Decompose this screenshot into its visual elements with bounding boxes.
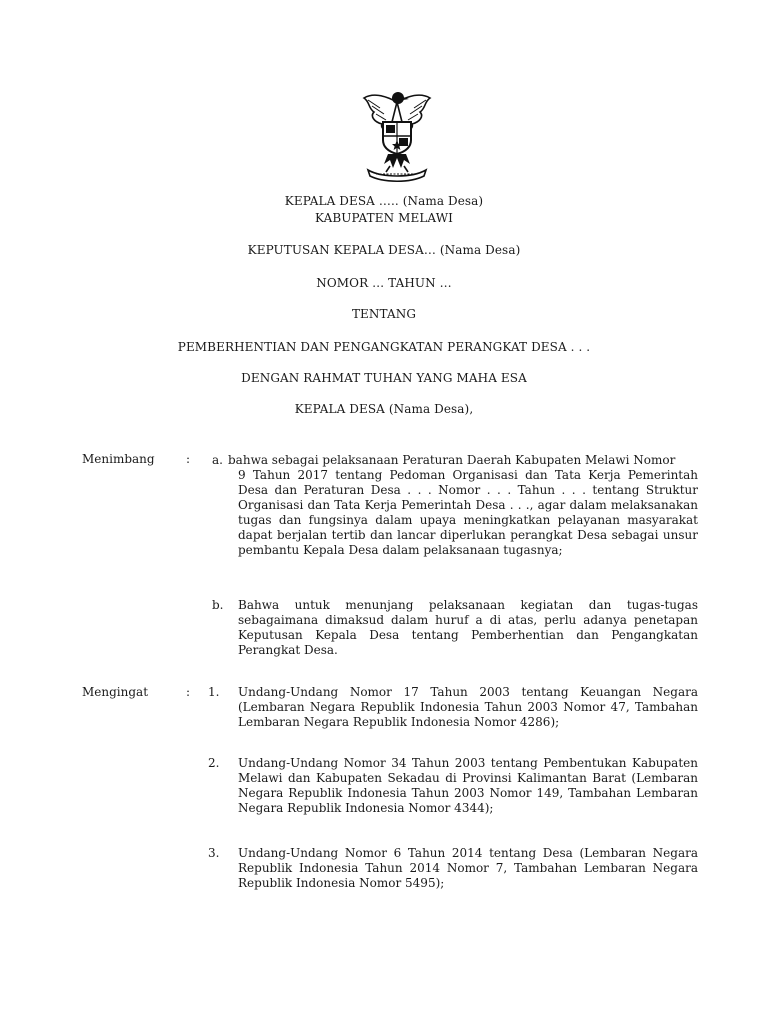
mengingat-item-mark-1: 1.: [208, 685, 220, 699]
menimbang-label: Menimbang: [82, 452, 155, 466]
decree-number: NOMOR … TAHUN …: [316, 276, 452, 290]
menimbang-colon: :: [186, 452, 191, 466]
menimbang-item-mark-b: b.: [212, 598, 224, 612]
header-line-1: KEPALA DESA ….. (Nama Desa): [284, 194, 484, 208]
header-line-2: KABUPATEN MELAWI: [314, 211, 453, 225]
garuda-emblem-icon: [360, 84, 434, 184]
menimbang-item-b-text: Bahwa untuk menunjang pelaksanaan kegiatan dan tugas-tugas sebagaimana dimaksud dalam huruf a di atas, perlu adanya penetapan Keputusan Kepala Desa tentang Pemberhentian dan Pengangkatan Perangkat Desa.: [238, 598, 698, 657]
decree-subject: PEMBERHENTIAN DAN PENGANGKATAN PERANGKAT DESA . . .: [177, 340, 591, 354]
mengingat-item-1-text: Undang-Undang Nomor 17 Tahun 2003 tentang Keuangan Negara (Lembaran Negara Republik Indonesia Tahun 2003 Nomor 47, Tambahan Lembaran Negara Republik Indonesia Nomor 4286);: [238, 685, 698, 729]
signatory-line: KEPALA DESA (Nama Desa),: [294, 402, 474, 416]
mengingat-colon: :: [186, 685, 191, 699]
grace-line: DENGAN RAHMAT TUHAN YANG MAHA ESA: [241, 371, 527, 385]
mengingat-item-mark-3: 3.: [208, 846, 220, 860]
mengingat-label: Mengingat: [82, 685, 149, 699]
mengingat-item-3-text: Undang-Undang Nomor 6 Tahun 2014 tentang Desa (Lembaran Negara Republik Indonesia Tahun 2014 Nomor 7, Tambahan Lembaran Negara Republik Indonesia Nomor 5495);: [238, 846, 698, 890]
menimbang-item-a-text: 9 Tahun 2017 tentang Pedoman Organisasi dan Tata Kerja Pemerintah Desa dan Peraturan Desa . . . Nomor . . . Tahun . . . tentang Struktur Organisasi dan Tata Kerja Pemerintah Desa . . ., agar dalam melaksanakan tugas dan fungsinya dalam upaya meningkatkan pelayanan masyarakat dapat berjalan tertib dan lancar diperlukan perangkat Desa sebagai unsur pembantu Kepala Desa dalam pelaksanaan tugasnya;: [238, 468, 698, 557]
mengingat-item-mark-2: 2.: [208, 756, 220, 770]
decree-title: KEPUTUSAN KEPALA DESA… (Nama Desa): [247, 243, 521, 257]
about-heading: TENTANG: [351, 307, 417, 321]
mengingat-item-2-text: Undang-Undang Nomor 34 Tahun 2003 tentang Pembentukan Kabupaten Melawi dan Kabupaten Sekadau di Provinsi Kalimantan Barat (Lembaran Negara Republik Indonesia Tahun 2003 Nomor 149, Tambahan Lembaran Negara Republik Indonesia Nomor 4344);: [238, 756, 698, 815]
menimbang-item-a-first-line: bahwa sebagai pelaksanaan Peraturan Daerah Kabupaten Melawi Nomor: [228, 453, 676, 467]
menimbang-item-mark-a: a.: [212, 453, 223, 467]
